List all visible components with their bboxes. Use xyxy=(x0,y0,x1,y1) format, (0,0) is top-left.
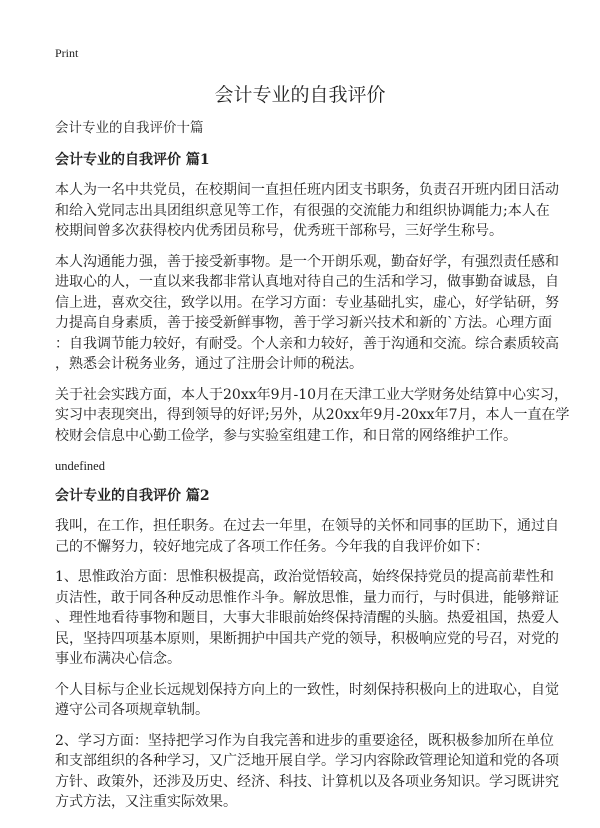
paragraph xyxy=(55,516,559,557)
paragraph-line: 本人为一名中共党员，在校期间一直担任班内团支书职务，负责召开班内团日活动 xyxy=(55,182,559,198)
print-link[interactable]: Print xyxy=(55,46,79,60)
paragraph-line: 1、思惟政治方面：思惟积极提高，政治觉悟较高，始终保持党员的提高前辈性和 xyxy=(55,569,554,585)
paragraph-line: ：自我调节能力较好，有耐受。个人亲和力较好，善于沟通和交流。综合素质较高 xyxy=(55,335,559,352)
paragraph-line: 遵守公司各项规章轨制。 xyxy=(55,702,209,718)
paragraph xyxy=(55,252,559,375)
paragraph-line: 民，坚持四项基本原则，果断拥护中国共产党的领导，积极响应党的号召，对党的 xyxy=(55,630,559,647)
paragraph-line: 己的不懈努力，较好地完成了各项工作任务。今年我的自我评价如下： xyxy=(55,538,489,555)
document-body xyxy=(55,118,570,823)
paragraph-line: 校期间曾多次获得校内优秀团员称号，优秀班干部称号，三好学生称号。 xyxy=(55,223,503,239)
paragraph-line: 力提高自身素质，善于接受新鲜事物，善于学习新兴技术和新的`方法。心理方面 xyxy=(55,315,552,331)
paragraph-line: 方式方法，又注重实际效果。 xyxy=(55,794,237,810)
section-heading: 会计专业的自我评价 篇1 xyxy=(55,152,210,168)
paragraph-line: 2、学习方面：坚持把学习作为自我完善和进步的重要途径，既积极参加所在单位 xyxy=(55,732,554,749)
paragraph xyxy=(55,567,559,670)
paragraph-line: 关于社会实践方面，本人于20xx年9月-10月在天津工业大学财务处结算中心实习， xyxy=(55,386,569,403)
section-1 xyxy=(55,150,570,446)
section-heading: 会计专业的自我评价 篇2 xyxy=(55,488,210,504)
paragraph-line: 我叫，在工作，担任职务。在过去一年里，在领导的关怀和同事的匡助下，通过自 xyxy=(55,518,559,534)
separator-text: undefined xyxy=(55,459,105,473)
paragraph-line: 本人沟通能力强，善于接受新事物。是一个开朗乐观，勤奋好学，有强烈责任感和 xyxy=(55,253,559,270)
subtitle: 会计专业的自我评价十篇 xyxy=(55,120,204,136)
paragraph-line: 、理性地看待事物和题目，大事大非眼前始终保持清醒的头脑。热爱祖国，热爱人 xyxy=(55,610,559,626)
paragraph-line: 事业布满决心信念。 xyxy=(55,651,181,667)
paragraph-line: 贞洁性，敢于同各种反动思惟作斗争。解放思惟，量力而行，与时俱进，能够辩证 xyxy=(55,589,559,606)
page-title: 会计专业的自我评价 xyxy=(214,84,386,106)
paragraph-line: 个人目标与企业长远规划保持方向上的一致性，时刻保持积极向上的进取心，自觉 xyxy=(55,681,559,698)
paragraph-line: 和给入党同志出具团组织意见等工作，有很强的交流能力和组织协调能力;本人在 xyxy=(55,202,550,219)
paragraph xyxy=(55,385,570,447)
paragraph-line: ，熟悉会计税务业务，通过了注册会计师的税法。 xyxy=(55,356,363,372)
paragraph xyxy=(55,180,559,242)
paragraph-line: 方针、政策外，还涉及历史、经济、科技、计算机以及各项业务知识。学习既讲究 xyxy=(55,773,559,790)
paragraph xyxy=(55,680,559,721)
paragraph-line: 和支部组织的各种学习，又广泛地开展自学。学习内容除政管理论知道和党的各项 xyxy=(55,753,559,769)
section-2 xyxy=(55,486,559,813)
paragraph xyxy=(55,731,559,813)
paragraph-line: 实习中表现突出，得到领导的好评;另外，从20xx年9月-20xx年7月，本人一直在学 xyxy=(55,407,570,423)
paragraph-line: 进取心的人，一直以来我都非常认真地对待自己的生活和学习，做事勤奋诚恳，自 xyxy=(55,274,559,290)
paragraph-line: 校财会信息中心勤工俭学，参与实验室组建工作，和日常的网络维护工作。 xyxy=(55,427,517,444)
paragraph-line: 信上进，喜欢交往，致学以用。在学习方面：专业基础扎实，虚心，好学钻研，努 xyxy=(55,294,559,311)
